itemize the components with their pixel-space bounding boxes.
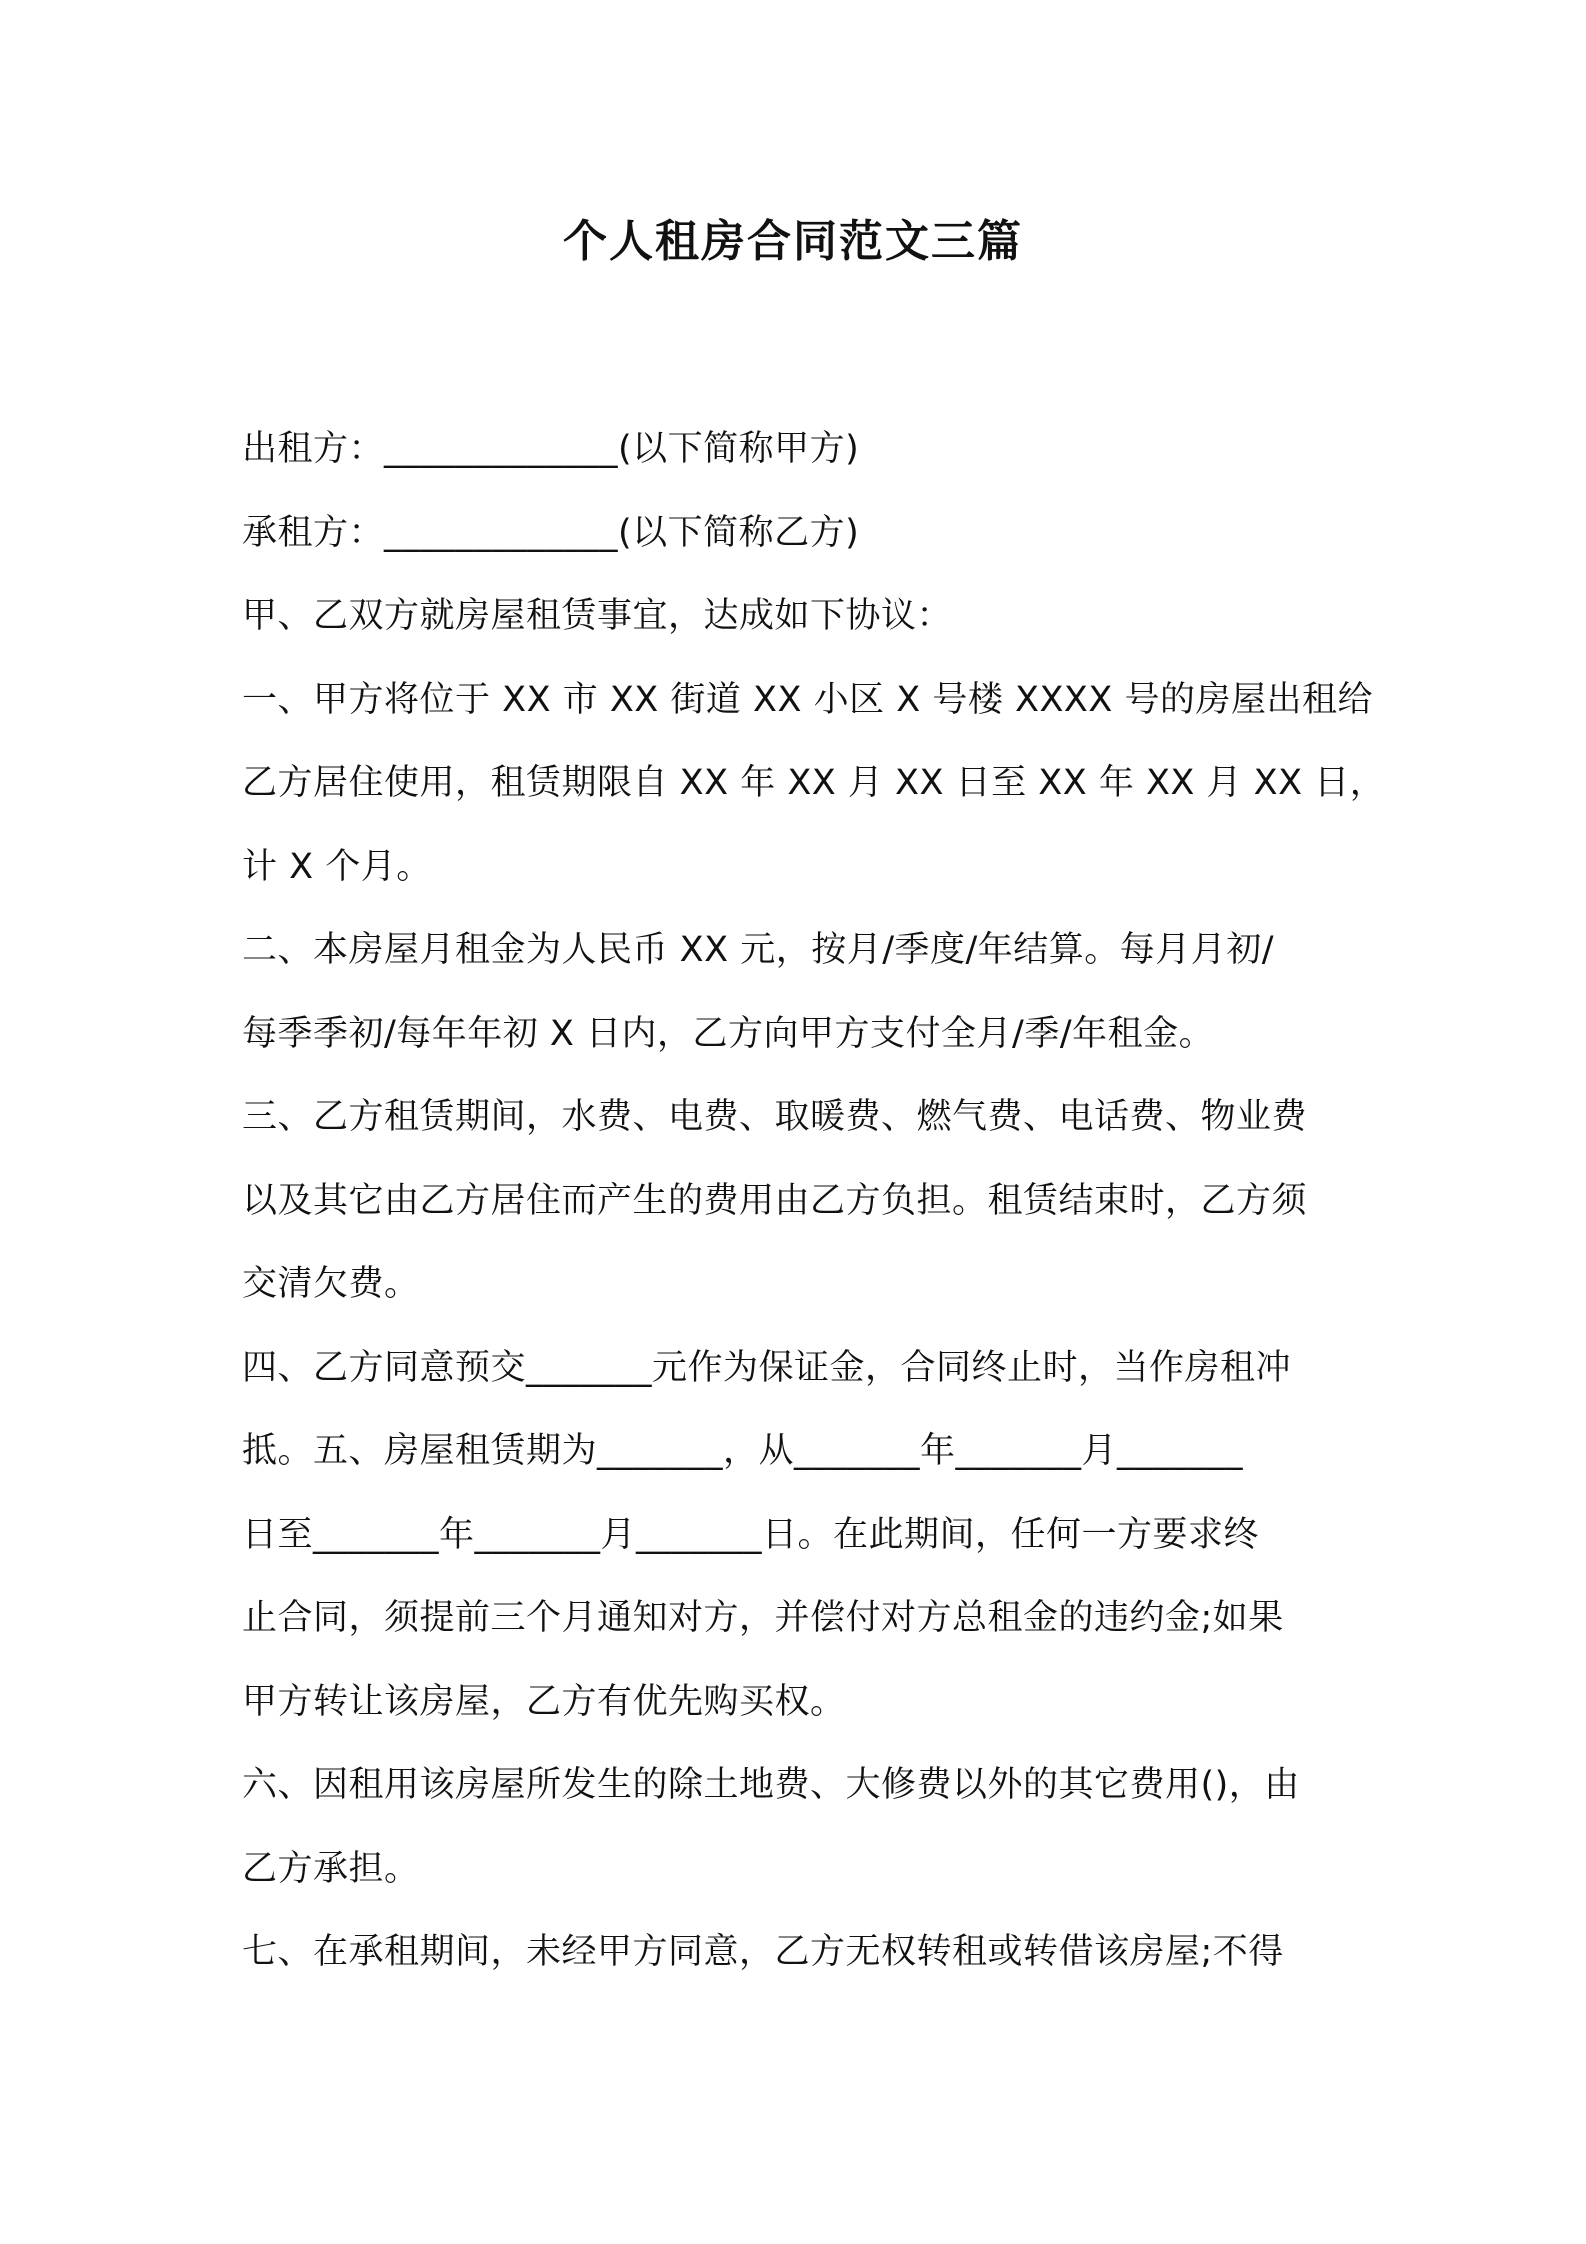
- line-clause-5-b: 日至_______年_______月_______日。在此期间，任何一方要求终: [242, 1514, 1260, 1555]
- line-clause-3-c: 交清欠费。: [242, 1264, 420, 1304]
- line-agreement-intro: 甲、乙双方就房屋租赁事宜，达成如下协议：: [242, 596, 953, 636]
- line-clause-2-b: 每季季初/每年年初 X 日内，乙方向甲方支付全月/季/年租金。: [242, 1013, 1215, 1054]
- line-lessor: 出租方：_____________(以下简称甲方): [242, 429, 860, 469]
- line-clause-1-b: 乙方居住使用，租赁期限自 XX 年 XX 月 XX 日至 XX 年 XX 月 XX 日，: [242, 763, 1386, 803]
- line-clause-2-a: 二、本房屋月租金为人民币 XX 元，按月/季度/年结算。每月月初/: [242, 930, 1275, 970]
- line-clause-3-b: 以及其它由乙方居住而产生的费用由乙方负担。租赁结束时，乙方须: [242, 1180, 1308, 1221]
- line-clause-7-a: 七、在承租期间，未经甲方同意，乙方无权转租或转借该房屋;不得: [242, 1932, 1284, 1972]
- line-clause-5-c: 止合同，须提前三个月通知对方，并偿付对方总租金的违约金;如果: [242, 1598, 1284, 1638]
- line-clause-1-c: 计 X 个月。: [242, 846, 432, 887]
- line-clause-1-a: 一、甲方将位于 XX 市 XX 街道 XX 小区 X 号楼 XXXX 号的房屋出租给: [242, 679, 1374, 720]
- document-body: [242, 408, 1386, 1995]
- line-clause-6-b: 乙方承担。: [242, 1848, 420, 1889]
- line-clause-4-a: 四、乙方同意预交_______元作为保证金，合同终止时，当作房租冲: [242, 1347, 1292, 1388]
- line-clause-5-d: 甲方转让该房屋，乙方有优先购买权。: [242, 1681, 846, 1722]
- document-title: 个人租房合同范文三篇: [563, 216, 1023, 267]
- line-clause-5-a: 抵。五、房屋租赁期为_______，从_______年_______月_______: [242, 1431, 1244, 1471]
- line-lessee: 承租方：_____________(以下简称乙方): [242, 512, 860, 553]
- line-clause-3-a: 三、乙方租赁期间，水费、电费、取暖费、燃气费、电话费、物业费: [242, 1097, 1308, 1137]
- line-clause-6-a: 六、因租用该房屋所发生的除土地费、大修费以外的其它费用()，由: [242, 1765, 1300, 1805]
